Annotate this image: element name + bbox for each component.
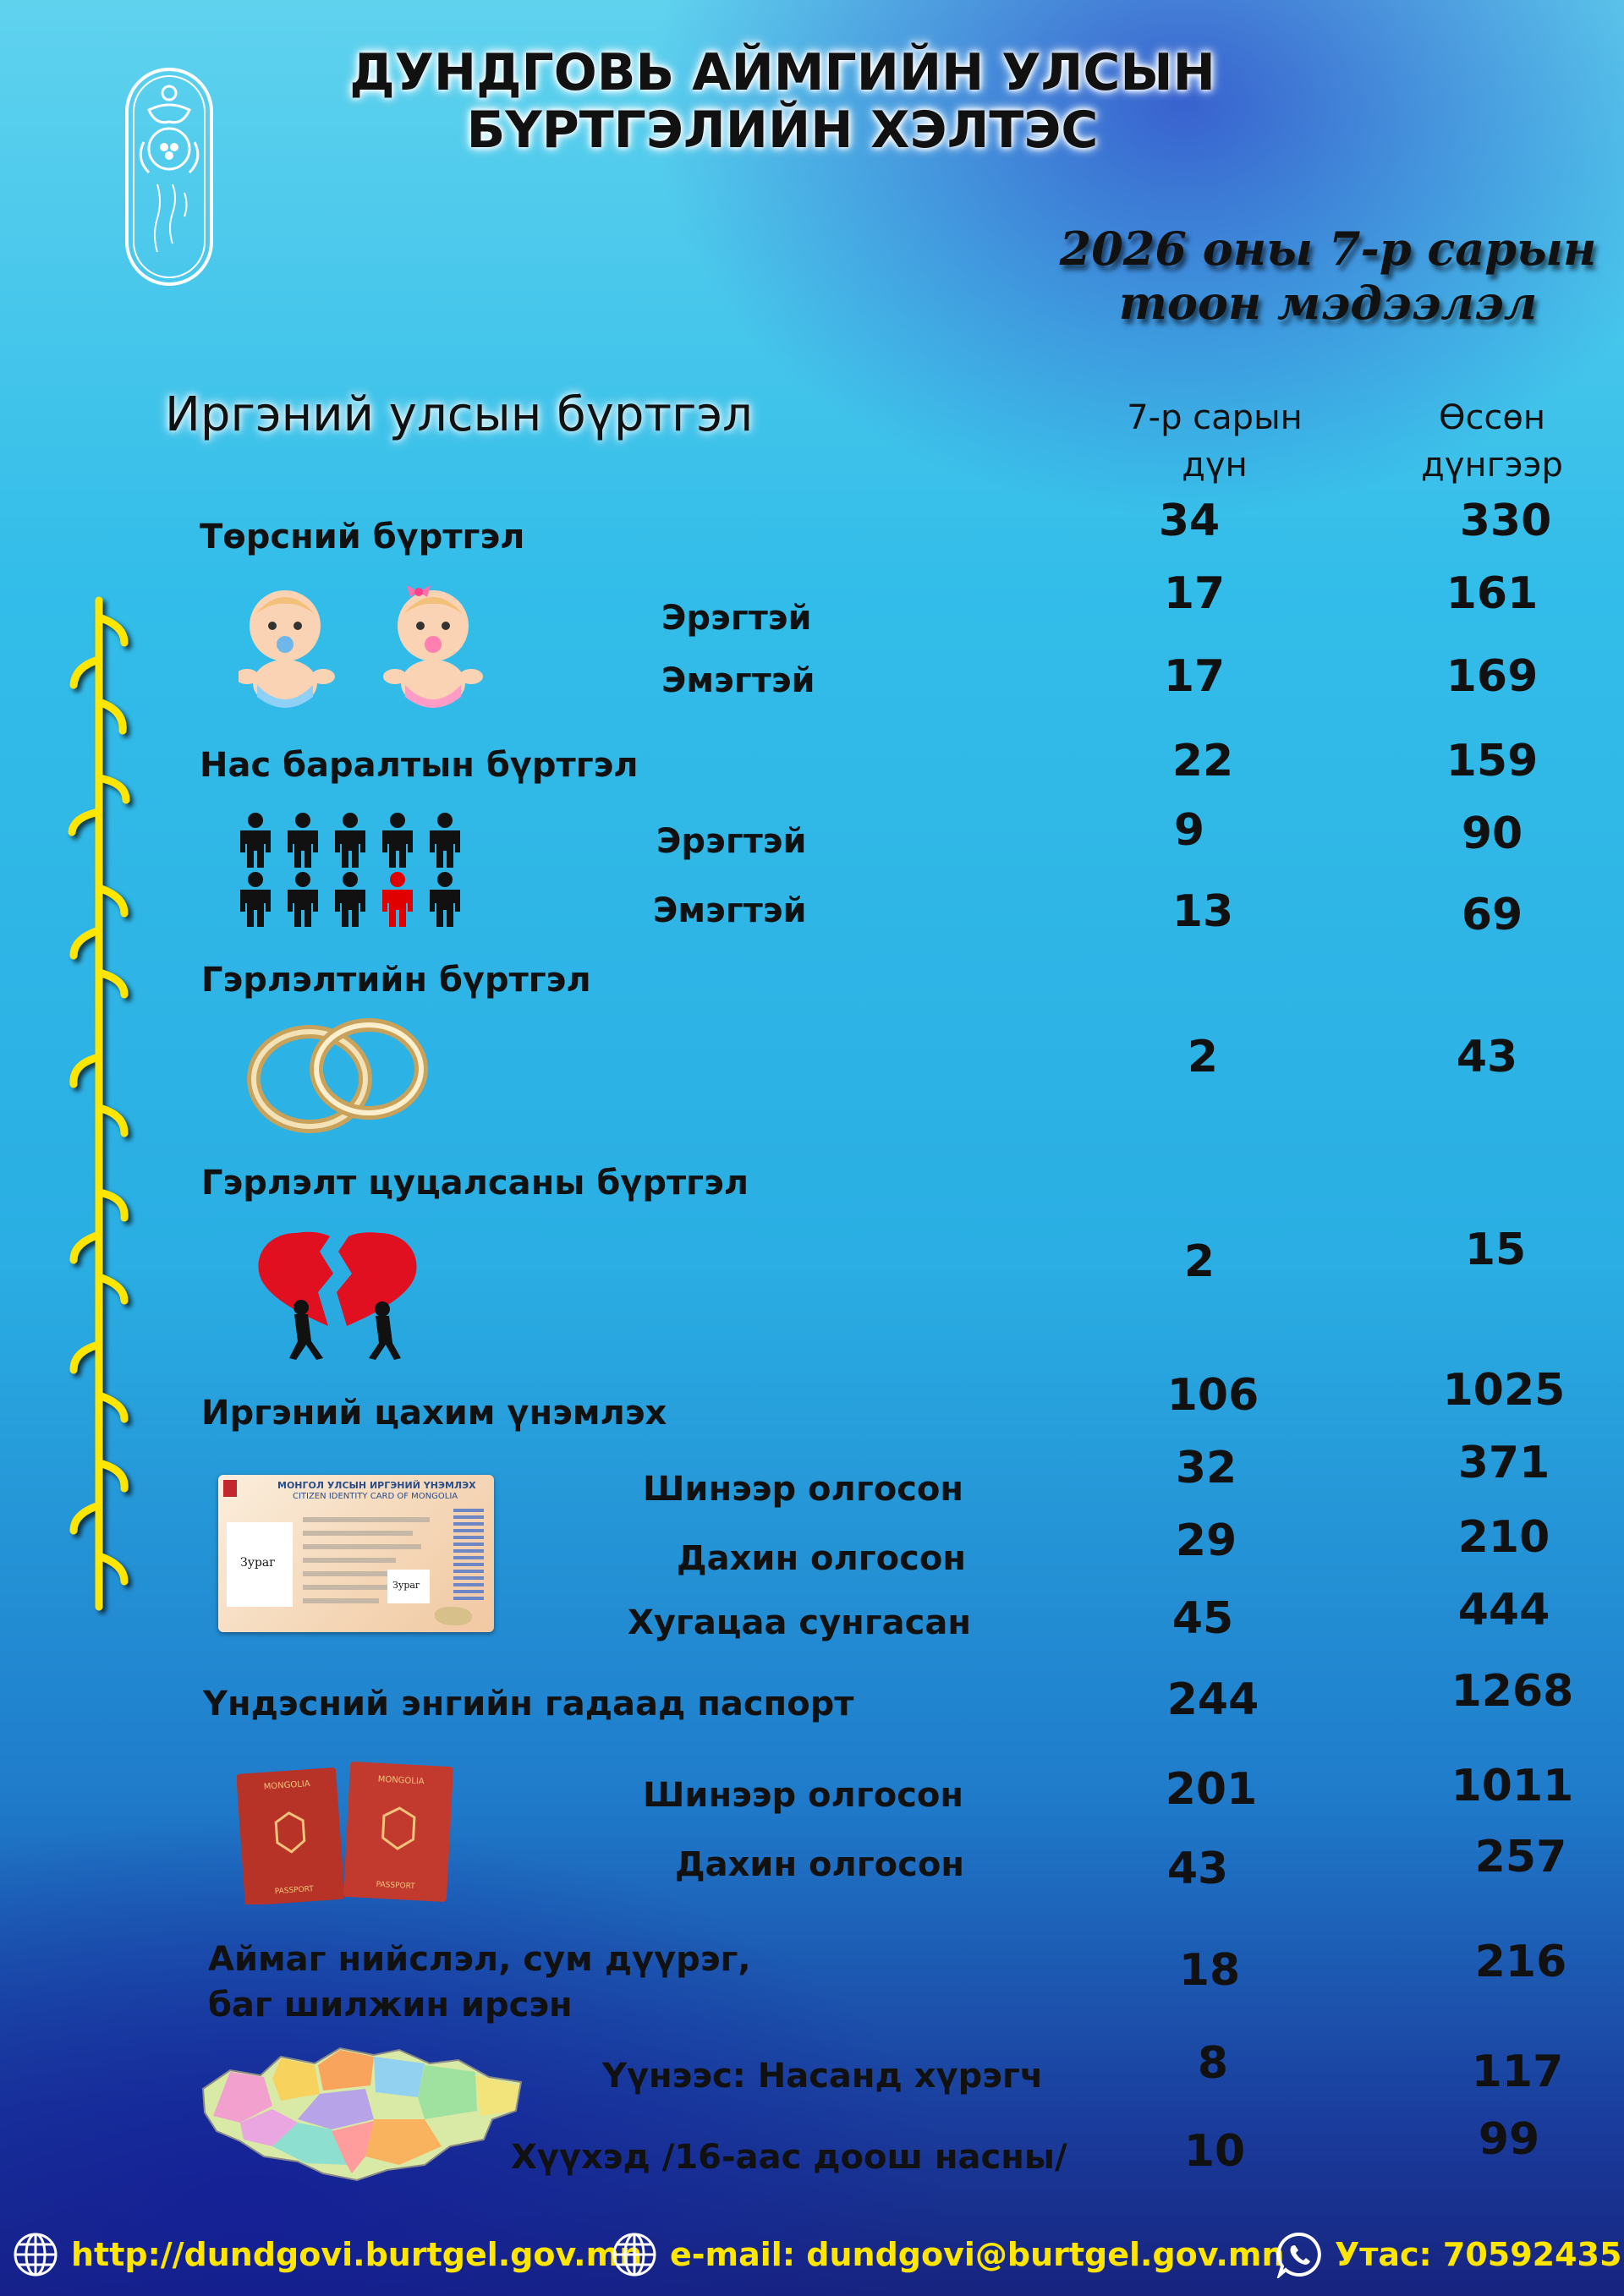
divorce-label: Гэрлэлт цуцалсаны бүртгэл	[201, 1164, 749, 1203]
death-female-cumulative: 69	[1461, 890, 1523, 940]
passport-image	[237, 1761, 458, 1904]
eid-reissue-cumulative: 210	[1457, 1512, 1550, 1563]
people-icons	[237, 812, 474, 930]
column-header-month	[1105, 394, 1325, 489]
migration-label-line-1: Аймаг нийслэл, сум дүүрэг,	[208, 1940, 751, 1979]
whatsapp-icon	[1276, 2231, 1323, 2278]
column-header-cumulative	[1382, 394, 1602, 489]
passport-cumulative: 1268	[1451, 1666, 1574, 1717]
globe-icon	[611, 2231, 658, 2278]
column-header-cumulative-line-2: дүнгээр	[1421, 446, 1563, 485]
eid-reissue-month: 29	[1175, 1515, 1237, 1566]
death-male-label: Эрэгтэй	[656, 822, 807, 861]
migration-month: 18	[1178, 1945, 1241, 1996]
baby-boy-icon	[239, 590, 335, 708]
death-month: 22	[1171, 736, 1234, 786]
eid-extend-month: 45	[1171, 1593, 1234, 1644]
rings-icon	[242, 1016, 436, 1138]
migration-child-month: 10	[1183, 2126, 1246, 2177]
marriage-label: Гэрлэлтийн бүртгэл	[201, 961, 591, 1000]
period-line-2: тоон мэдээлэл	[1118, 276, 1538, 330]
id-card-header-en: CITIZEN IDENTITY CARD OF MONGOLIA	[293, 1492, 458, 1501]
marriage-cumulative: 43	[1456, 1032, 1518, 1082]
death-male-month: 9	[1173, 805, 1205, 856]
eid-new-month: 32	[1175, 1443, 1237, 1493]
marriage-month: 2	[1187, 1032, 1219, 1082]
period-line-1: 2026 оны 7-р сарын	[1059, 222, 1597, 276]
death-cumulative: 159	[1446, 736, 1539, 786]
birth-month: 34	[1158, 496, 1221, 546]
birth-male-month: 17	[1163, 568, 1226, 619]
migration-label	[208, 1937, 751, 2028]
report-period	[1049, 222, 1607, 330]
passport-bottom-text-left: PASSPORT	[274, 1885, 315, 1897]
website-item[interactable]	[12, 2231, 642, 2278]
contact-footer	[0, 2222, 1624, 2288]
mongolia-map-icon	[196, 2038, 528, 2184]
birth-cumulative: 330	[1459, 496, 1552, 546]
page-title	[288, 44, 1277, 159]
babies-image	[239, 584, 484, 715]
section-title: Иргэний улсын бүртгэл	[165, 387, 753, 442]
eid-label: Иргэний цахим үнэмлэх	[201, 1394, 667, 1433]
eid-new-cumulative: 371	[1457, 1438, 1550, 1488]
eid-extend-label: Хугацаа сунгасан	[628, 1603, 972, 1642]
passport-new-month: 201	[1165, 1764, 1258, 1815]
death-female-label: Эмэгтэй	[653, 891, 807, 930]
passport-top-text-left: MONGOLIA	[263, 1779, 310, 1792]
passport-bottom-text-right: PASSPORT	[376, 1880, 415, 1892]
death-male-cumulative: 90	[1461, 808, 1523, 859]
passport-reissue-label: Дахин олгосон	[675, 1845, 964, 1884]
birth-female-label: Эмэгтэй	[661, 661, 815, 700]
baby-girl-icon	[383, 585, 483, 708]
passport-top-text-right: MONGOLIA	[377, 1774, 425, 1787]
id-card-small-photo	[387, 1570, 430, 1603]
passport-new-label: Шинээр олгосон	[643, 1776, 964, 1815]
passport-label: Үндэсний энгийн гадаад паспорт	[203, 1685, 854, 1723]
birth-female-cumulative: 169	[1446, 651, 1539, 702]
divorce-month: 2	[1183, 1236, 1215, 1287]
birth-label: Төрсний бүртгэл	[200, 518, 525, 556]
phone-item[interactable]	[1276, 2231, 1621, 2278]
flag-icon	[223, 1480, 237, 1497]
migration-cumulative: 216	[1474, 1937, 1567, 1987]
eid-extend-cumulative: 444	[1457, 1585, 1550, 1636]
migration-adult-cumulative: 117	[1471, 2047, 1564, 2097]
eid-new-label: Шинээр олгосон	[643, 1470, 964, 1509]
broken-heart-icon	[247, 1225, 442, 1363]
column-header-cumulative-line-1: Өссөн	[1438, 398, 1546, 437]
birth-male-cumulative: 161	[1446, 568, 1539, 619]
migration-label-line-2: баг шилжин ирсэн	[208, 1986, 573, 2025]
title-line-2: БҮРТГЭЛИЙН ХЭЛТЭС	[466, 101, 1099, 160]
death-female-month: 13	[1171, 886, 1234, 937]
id-card-image	[218, 1475, 494, 1632]
migration-adult-label: Үүнээс: Насанд хүрэгч	[602, 2057, 1044, 2096]
migration-child-cumulative: 99	[1478, 2114, 1540, 2165]
migration-adult-month: 8	[1197, 2038, 1229, 2089]
eid-reissue-label: Дахин олгосон	[677, 1539, 966, 1578]
id-card-photo	[227, 1522, 293, 1607]
birth-male-label: Эрэгтэй	[661, 599, 812, 638]
id-card-photo-label: Зураг	[240, 1556, 276, 1570]
email-item[interactable]	[611, 2231, 1285, 2278]
highlighted-person-icon	[382, 872, 413, 927]
id-card-small-photo-label: Зураг	[392, 1580, 420, 1591]
birth-female-month: 17	[1163, 651, 1226, 702]
passport-new-cumulative: 1011	[1451, 1761, 1574, 1811]
column-header-month-line-2: дүн	[1182, 446, 1248, 485]
passport-reissue-month: 43	[1166, 1844, 1229, 1894]
id-card-header-mn: МОНГОЛ УЛСЫН ИРГЭНИЙ ҮНЭМЛЭХ	[277, 1480, 476, 1491]
migration-child-label: Хүүхэд /16-аас доош насны/	[511, 2138, 1067, 2177]
divorce-cumulative: 15	[1464, 1225, 1527, 1275]
column-header-month-line-1: 7-р сарын	[1127, 398, 1303, 437]
eid-cumulative: 1025	[1442, 1365, 1566, 1416]
website-link[interactable]: http://dundgovi.burtgel.gov.mn	[71, 2236, 643, 2273]
phone-number[interactable]: Утас: 70592435	[1335, 2236, 1622, 2273]
vertical-mongolian-script	[52, 584, 145, 1624]
globe-icon	[12, 2231, 59, 2278]
death-label: Нас баралтын бүртгэл	[200, 746, 639, 785]
passport-reissue-cumulative: 257	[1474, 1832, 1567, 1882]
passport-month: 244	[1166, 1674, 1259, 1725]
eid-month: 106	[1166, 1370, 1259, 1421]
title-line-1: ДУНДГОВЬ АЙМГИЙН УЛСЫН	[349, 43, 1215, 102]
email-link[interactable]: e-mail: dundgovi@burtgel.gov.mn	[670, 2236, 1285, 2273]
institution-emblem	[123, 66, 215, 288]
